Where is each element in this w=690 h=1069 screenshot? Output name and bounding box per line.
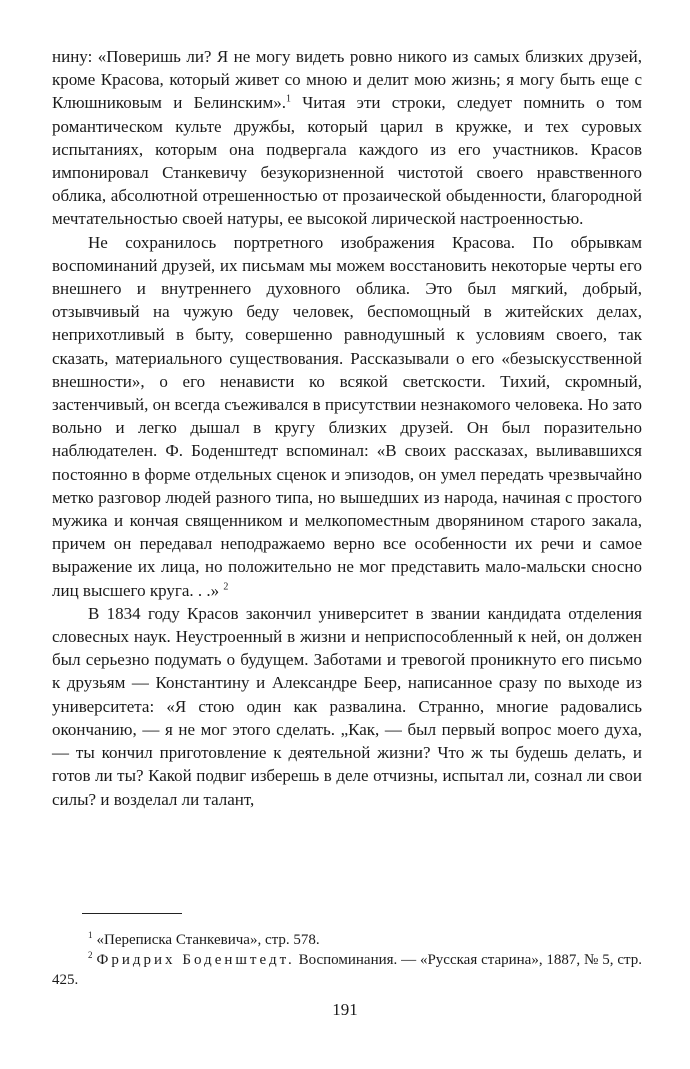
paragraph-2 <box>52 231 642 602</box>
page-number: 191 <box>332 1000 358 1019</box>
main-text <box>52 45 642 811</box>
text-segment: В 1834 году Красов закончил университет в звании кандидата отделения словесных наук. Неустроенный в жизни и неприспособленный к ней, он должен был серьезно подумать о будущем. Заботами и тревогой проникнуто его письмо к друзьям — Константину и Александре Беер, написанное сразу по выходе из университета: «Я стою один как развалина. Странно, многие радовались окончанию, — я не мог этого сделать. „Как, — был первый вопрос моего духа, — ты кончил приготовление к деятельной жизни? Что ж ты будешь делать, и готов ли ты? Какой подвиг изберешь в деле отчизны, испытал ли, сознал ли свои силы? и возделал ли талант, <box>52 603 642 809</box>
paragraph-1 <box>52 45 642 231</box>
footnote-text: «Переписка Станкевича», стр. 578. <box>96 932 320 948</box>
footnote-mark: 1 <box>88 930 93 940</box>
footnotes <box>52 930 642 990</box>
footnote-ref-2: 2 <box>223 581 229 593</box>
text-segment: нину: «Поверишь ли? Я не могу видеть ровно никого из самых близких друзей, кроме Красова, который живет со мною и делит мою жизнь; я могу быть еще с Клюшниковым и Белинским». <box>52 47 642 113</box>
paragraph-3 <box>52 602 642 811</box>
footnote-ref-1: 1 <box>285 93 291 105</box>
footnote-mark: 2 <box>88 950 93 960</box>
footnote-1 <box>52 930 642 950</box>
text-segment: Не сохранилось портретного изображения Красова. По обрывкам воспоминаний друзей, их письмам мы можем восстановить некоторые черты его внешнего и внутреннего духовного облика. Это был мягкий, добрый, отзывчивый на чужую беду человек, беспомощный в житейских делах, неприхотливый в быту, совершенно равнодушный к условиям своего, так сказать, материального существования. Рассказывали о его «безыскусственной внешности», о его ненависти ко всякой светскости. Тихий, скромный, застенчивый, он всегда съеживался в присутствии незнакомого человека. Но зато вольно и легко дышал в кругу близких друзей. Он был поразительно наблюдателен. Ф. Боденштедт вспоминал: «В своих рассказах, выливавшихся постоянно в форме отдельных сценок и эпизодов, он умел передать чрезвычайно метко разговор людей разного типа, но вышедших из народа, начиная с простого мужика и кончая священником и мелкопоместным дворянином старого закала, причем он передавал неподражаемо верно все особенности их речи и самое выражение их лица, но положительно не мог представить мало-мальски сносно лиц высшего круга. . .» <box>52 232 642 600</box>
text-segment: Читая эти строки, следует помнить о том романтическом культе дружбы, который царил в кружке, и тех суровых испытаниях, которым она подвергала каждого из его участников. Красов импонировал Станкевичу безукоризненной чистотой своего нравственного облика, абсолютной отрешенностью от прозаической обыденности, благородной мечтательностью своей натуры, ее высокой лирической настроенностью. <box>52 93 642 229</box>
footnote-divider <box>82 913 182 914</box>
footnote-2 <box>52 950 642 990</box>
footnote-author: Фридрих Боденштедт. <box>96 952 295 968</box>
footnote-text: Воспоминания. — «Русская старина», 1887, № 5, стр. 425. <box>52 952 642 988</box>
